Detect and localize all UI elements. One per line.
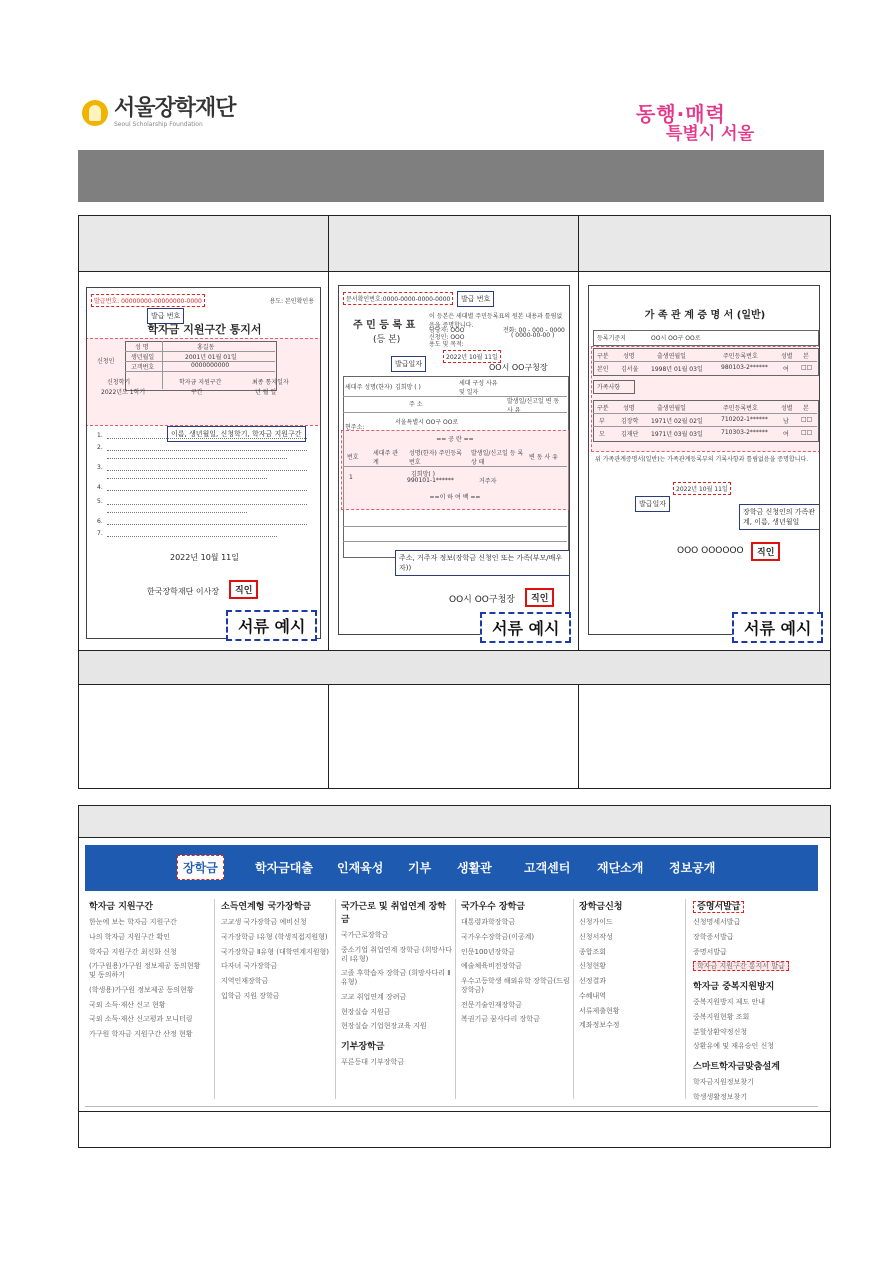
sample-badge-3: 서류 예시 (732, 612, 823, 643)
h-head: 세대주 성명(한자) (345, 384, 393, 391)
menu-link[interactable]: 고교 취업연계 장려금 (341, 992, 407, 1001)
note-7: 7. (97, 530, 103, 537)
doc-student-loan-notice (86, 287, 321, 639)
issue-date-callout: 발급일자 (391, 356, 426, 372)
menu-col-head: 스마트학자금맞춤설계 (693, 1062, 780, 1072)
menu-link[interactable]: 수혜내역 (579, 991, 607, 1000)
menu-link[interactable]: 고교생 국가장학금 예비신청 (221, 918, 307, 926)
doc3-signer: OOO OOOOOO (677, 546, 744, 556)
note-2: 2. (97, 444, 103, 451)
menu-col-head: 국가우수 장학금 (461, 902, 525, 912)
nav-support[interactable]: 고객센터 (524, 861, 571, 875)
menu-col-head: 소득연계형 국가장학금 (221, 902, 312, 912)
nav-dormitory[interactable]: 생활관 (457, 861, 492, 875)
h-sex: 성별 (781, 353, 793, 360)
table-header-row (79, 216, 830, 271)
note-4: 4. (97, 484, 103, 491)
doc1-date: 2022년 10월 11일 (170, 553, 239, 562)
h-occ: 발생일/신고일 등 록 상 태 (471, 450, 524, 466)
menu-link[interactable]: 종합조회 (579, 947, 607, 956)
v-name: 홍길동 (197, 344, 215, 351)
v-date: 년 월 일 (255, 389, 277, 396)
h-no: 번호 (347, 454, 359, 461)
table-gray-bar (79, 650, 830, 685)
f-bon: □□ (801, 416, 813, 423)
v-birth: 2001년 01월 01일 (185, 354, 237, 361)
row-no: 1 (349, 474, 353, 481)
menu-col-6 (693, 891, 817, 1102)
menu-col-2 (221, 891, 331, 1001)
doc2-office: OO시 OO구청장 (489, 363, 548, 372)
menu-link[interactable]: 선정결과 (579, 977, 607, 985)
menu-link[interactable]: 국외 소득·재산 신고 현황 (89, 1000, 166, 1009)
h-cat-2: 구분 (597, 405, 609, 412)
h-date: 최종 통지일자 (252, 379, 289, 386)
menu-link[interactable]: 학자금 지원구간 최신화 신청 (89, 947, 177, 956)
menu-col-5 (579, 891, 679, 1030)
menu-link[interactable]: 전문기술인재장학금 (461, 1000, 522, 1009)
h-rrn-2: 주민등록번호 (723, 405, 758, 412)
menu-link[interactable]: 학자금지원정보찾기 (693, 1078, 754, 1086)
section-blank: == 공 란 == (436, 436, 474, 443)
v-term: 2022년도 1학기 (101, 389, 146, 396)
h-bd-2: 출생연월일 (657, 405, 686, 412)
self-bon: □□ (801, 364, 813, 371)
h-rel: 세대주 관 계 (373, 450, 399, 466)
menu-col-head: 학자금 중복지원방지 (693, 982, 775, 992)
issue-number-callout-2: 발급 번호 (457, 291, 494, 307)
menu-link[interactable]: 국가장학금 Ⅱ유형 (대학연계지원형) (221, 947, 330, 956)
note-6: 6. (97, 518, 103, 525)
f-nm: 김장학 (621, 418, 639, 425)
issue-number-callout: 발급 번호 (147, 308, 184, 324)
menu-link[interactable]: 지역인재장학금 (221, 977, 269, 985)
menu-link[interactable]: 대통령과학장학금 (461, 918, 516, 926)
menu-link[interactable]: 나의 학자금 지원구간 확인 (89, 932, 171, 941)
menu-link[interactable]: 가구원 학자금 지원구간 산정 현황 (89, 1030, 193, 1038)
menu-link[interactable]: 신청가이드 (579, 918, 613, 926)
menu-link[interactable]: 입학금 지원 장학금 (221, 991, 280, 1000)
self-sex: 여 (783, 366, 789, 373)
h-rrn: 주민등록번호 (723, 353, 758, 360)
official-seal: 직인 (229, 580, 258, 599)
sample-badge-1: 서류 예시 (226, 610, 317, 641)
menu-link[interactable]: (가구원용)가구원 정보제공 동의현황 및 동의하기 (89, 962, 201, 979)
doc2-desc3: 신청인: OOO (429, 334, 465, 341)
menu-col-1 (89, 891, 209, 1039)
doc2-subtitle: (등 본) (373, 335, 401, 345)
f-sex: 남 (783, 418, 789, 425)
h-std: 등록기준지 (597, 335, 626, 342)
menu-link[interactable]: 서류제출현황 (579, 1006, 620, 1015)
menu-link[interactable]: 국가장학금 Ⅰ유형 (학생직접지원형) (221, 932, 328, 941)
doc3-note: 위 가족관계증명서(일반)는 가족관계등록부의 기록사항과 틀림없음을 증명합니다. (595, 456, 809, 463)
menu-link[interactable]: 예술체육비전장학금 (461, 962, 522, 971)
menu-link[interactable]: (학생용)가구원 정보제공 동의현황 (89, 985, 194, 994)
menu-col-head: 장학금신청 (579, 902, 623, 912)
menu-link[interactable]: 국외 소득·재산 신고평과 모니터링 (89, 1015, 193, 1024)
h-bracket: 학자금 지원구간 (179, 379, 222, 386)
m-nm: 김재단 (621, 431, 639, 438)
end-text: ==이 하 여 백 == (429, 494, 481, 501)
m-bon: □□ (801, 429, 813, 436)
site-nav-bar (85, 845, 818, 891)
logo-english-text: Seoul Scholarship Foundation (114, 121, 203, 128)
menu-link[interactable]: 중소기업 취업연계 장학금 (희망사다리 Ⅰ유형) (341, 945, 452, 963)
menu-link[interactable]: 중복지원방지 제도 안내 (693, 998, 766, 1006)
purpose-text: 용도: 본인확인용 (269, 298, 314, 305)
logo-tail-text: 재단 (195, 96, 236, 121)
menu-link[interactable]: 분할상환약정신청 (693, 1027, 748, 1036)
seoul-city-slogan-logo (636, 104, 766, 143)
applicant-label: 신청인 (97, 358, 115, 365)
doc1-signer: 한국장학재단 이사장 (147, 587, 220, 596)
doc-family-relation (588, 285, 820, 635)
doc2-title: 주 민 등 록 표 (353, 320, 416, 331)
h-nm-4: 성명 (623, 405, 635, 412)
menu-link[interactable]: 중복지원현황 조회 (693, 1012, 750, 1021)
self-cat: 본인 (597, 366, 609, 373)
menu-link[interactable]: 학생생활정보찾기 (693, 1092, 748, 1101)
h-name: 성 명 (135, 344, 149, 351)
official-seal-3: 직인 (751, 542, 780, 561)
doc-check-number: 문서확인번호:0000-0000-0000-0000 (343, 292, 453, 305)
note-1: 1. (97, 432, 103, 439)
menu-col-head: 기부장학금 (341, 1042, 385, 1052)
menu-link[interactable]: 한눈에 보는 학자금 지원구간 (89, 918, 177, 926)
slogan-line1: 동행·매력 (636, 102, 726, 126)
mega-menu (85, 891, 818, 1106)
h-bd: 출생연월일 (657, 353, 686, 360)
menu-link[interactable]: 상환유예 및 재유승인 신청 (693, 1042, 775, 1051)
row-name: 김희망( ) (411, 471, 435, 478)
menu-col-head-certificate: 증명서발급 (693, 901, 744, 913)
doc2-callout: 주소, 거주자 정보(장학금 신청인 또는 가족(부모/배우자)) (395, 550, 570, 576)
title-banner (78, 150, 824, 202)
menu-link[interactable]: 계좌정보수정 (579, 1021, 620, 1030)
m-rrn: 710303-2****** (721, 429, 768, 436)
logo-main-text: 서울장학 (114, 96, 196, 121)
note-3: 3. (97, 464, 103, 471)
self-rrn: 980103-2****** (721, 364, 768, 371)
issue-number: 발급번호: 00000000-00000000-0000 (91, 294, 205, 307)
m-sex: 여 (783, 431, 789, 438)
menu-section-header (79, 806, 830, 838)
doc2-desc2: 담당자: OOO (429, 327, 465, 334)
doc3-callout: 장학금 신청인의 가족관계, 이름, 생년월일 (739, 504, 820, 530)
nav-scholarship[interactable]: 장학금 (177, 855, 224, 880)
doc1-callout: 이름, 생년월일, 신청학기, 학자금 지원구간 (167, 426, 306, 442)
h-nm-3: 성명 (623, 353, 635, 360)
foundation-seal-icon (82, 100, 108, 126)
menu-link[interactable]: 신청서작성 (579, 932, 613, 941)
v-std: OO시 OO구 OO로 (651, 335, 701, 342)
m-bd: 1971년 03월 03일 (651, 431, 703, 438)
h-change: 발생일/신고일 변 동 사 유 (507, 398, 560, 414)
h-addr: 주 소 (409, 401, 423, 408)
menu-link[interactable]: 우수고등학생 해외유학 장학금(드림장학금) (461, 977, 570, 994)
menu-link[interactable]: 현장실습 지원금 (341, 1007, 391, 1016)
addr-label: 현주소: (345, 424, 365, 431)
v-id: 0000000000 (191, 362, 230, 369)
f-rrn: 710202-1****** (721, 416, 768, 423)
f-cat: 부 (599, 418, 605, 425)
h-id: 고객번호 (131, 364, 155, 371)
menu-link[interactable]: 복권기금 꿈사다리 장학금 (461, 1015, 540, 1024)
h-term: 신청학기 (107, 379, 131, 386)
h-nm: 성명(한자) 주민등록번호 (409, 450, 462, 466)
nav-disclosure[interactable]: 정보공개 (669, 861, 716, 875)
menu-link[interactable]: 신청현황 (579, 962, 607, 971)
h-birth: 생년월일 (131, 354, 155, 361)
menu-col-4 (461, 891, 573, 1024)
menu-col-head: 국가근로 및 취업연계 장학금 (341, 902, 447, 925)
doc2-issue-date: 2022년 10월 11일 (443, 350, 501, 363)
row-status: 거주자 (479, 478, 497, 485)
h-chg: 변 동 사 유 (529, 454, 558, 461)
row-id: 990101-1****** (407, 477, 454, 484)
doc-title: 학자금 지원구간 통지서 (147, 323, 262, 336)
doc-resident-register (338, 285, 570, 635)
h-cat: 구분 (597, 353, 609, 360)
menu-col-3 (341, 891, 453, 1067)
self-bd: 1998년 01월 03일 (651, 366, 703, 373)
h-bon: 본 (803, 353, 809, 360)
nav-about[interactable]: 재단소개 (597, 861, 644, 875)
h-bon-2: 본 (803, 405, 809, 412)
doc3-title: 가 족 관 계 증 명 서 (일반) (644, 310, 766, 321)
f-bd: 1971년 02월 02일 (651, 418, 703, 425)
doc2-desc4: 용도 및 목적: (429, 341, 464, 348)
menu-link[interactable]: 현장실습 기업현장교육 지원 (341, 1022, 427, 1031)
h-reason: 세대 구성 사유 및 일자 (459, 380, 498, 396)
nav-donation[interactable]: 기부 (408, 861, 432, 875)
menu-col-head: 학자금 지원구간 (89, 902, 153, 912)
doc3-date-callout: 발급일자 (635, 496, 670, 512)
nav-talent[interactable]: 인재육성 (337, 861, 384, 875)
menu-link-bracket-notice[interactable]: 학자금 지원구간 통지서 발급 (693, 961, 789, 971)
h-sex-2: 성별 (781, 405, 793, 412)
doc2-tel2: ( 0000-00-00 ) (511, 332, 555, 339)
menu-link[interactable]: 다자녀 국가장학금 (221, 962, 278, 971)
official-seal-2: 직인 (525, 588, 554, 607)
note-5: 5. (97, 498, 103, 505)
v-bracket: 구간 (191, 389, 203, 396)
doc2-tel: 전화: 00 - 000 - 0000 (503, 327, 565, 334)
slogan-line2: 특별시 서울 (666, 124, 755, 144)
addr-value: 서울특별시 OO구 OO로 (395, 419, 459, 426)
menu-link[interactable]: 증명서발급 (693, 947, 727, 956)
menu-link[interactable]: 신청명세서발급 (693, 918, 741, 926)
sample-badge-2: 서류 예시 (480, 612, 571, 643)
menu-link[interactable]: 장학증서발급 (693, 932, 734, 941)
family-label: 가족사항 (597, 384, 621, 391)
menu-link[interactable]: 국가근로장학금 (341, 931, 389, 939)
seoul-scholarship-logo (82, 98, 236, 128)
menu-link[interactable]: 푸른등대 기부장학금 (341, 1058, 405, 1066)
menu-link[interactable]: 인문100년장학금 (461, 947, 515, 956)
doc2-office-bottom: OO시 OO구청장 (449, 595, 515, 605)
doc3-issue-date: 2022년 10월 11일 (673, 482, 731, 495)
menu-link[interactable]: 국가우수장학금(이공계) (461, 932, 535, 941)
m-cat: 모 (599, 431, 605, 438)
nav-student-loan[interactable]: 학자금대출 (255, 861, 313, 875)
menu-link[interactable]: 고졸 후학습자 장학금 (희망사다리 Ⅱ유형) (341, 969, 451, 986)
v-head: 김희망 ( ) (395, 384, 421, 391)
self-nm: 김서울 (621, 366, 639, 373)
doc2-desc: 이 등본은 세대별 주민등록표의 원본 내용과 틀림없음을 증명합니다. (429, 313, 563, 329)
